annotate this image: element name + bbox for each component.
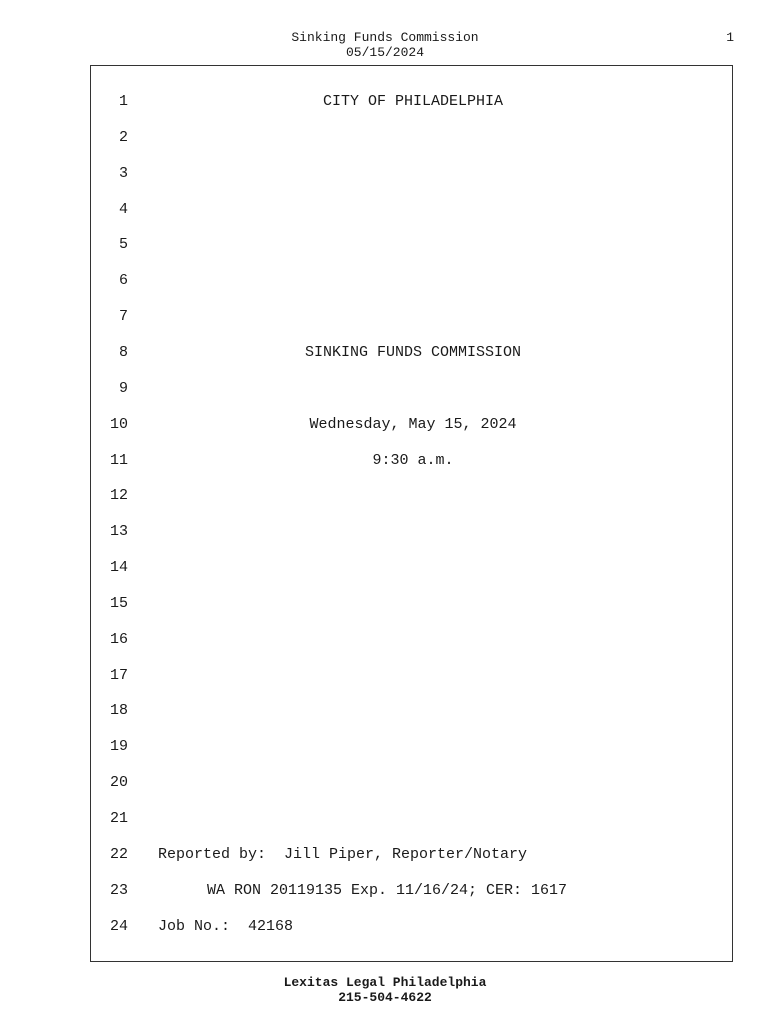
line-number: 19: [109, 738, 128, 756]
line-number: 13: [109, 523, 128, 541]
line-text: CITY OF PHILADELPHIA: [322, 93, 504, 110]
transcript-frame: [90, 65, 733, 962]
page-footer: [0, 975, 770, 1005]
line-number: 1: [118, 93, 128, 110]
line-number: 17: [109, 666, 128, 684]
transcript-line: [91, 737, 734, 757]
footer-phone: 215-504-4622: [338, 990, 432, 1005]
page-header: [0, 30, 770, 60]
line-text: 9:30 a.m.: [372, 451, 454, 469]
transcript-line: [91, 271, 734, 291]
page-number: 1: [726, 30, 734, 45]
header-title: Sinking Funds Commission: [291, 30, 479, 45]
line-number: 23: [109, 881, 128, 899]
line-number: 4: [118, 200, 128, 218]
transcript-line: [91, 343, 734, 363]
header-date: 05/15/2024: [345, 45, 424, 60]
transcript-line: [91, 92, 734, 112]
line-text: SINKING FUNDS COMMISSION: [304, 343, 522, 361]
transcript-line: [91, 451, 734, 471]
line-number: 9: [118, 379, 128, 397]
line-number: 2: [118, 128, 128, 146]
transcript-line: [91, 307, 734, 327]
line-number: 16: [109, 630, 128, 648]
line-number: 22: [109, 845, 128, 863]
line-number: 20: [109, 774, 128, 792]
transcript-line: [91, 917, 734, 937]
transcript-line: [91, 773, 734, 793]
transcript-line: [91, 594, 734, 614]
line-number: 5: [118, 236, 128, 254]
line-number: 3: [118, 164, 128, 182]
line-number: 11: [109, 451, 128, 469]
line-number: 21: [109, 810, 128, 827]
transcript-line: [91, 558, 734, 578]
line-number: 10: [109, 415, 128, 433]
transcript-line: [91, 235, 734, 255]
transcript-line: [91, 666, 734, 686]
transcript-line: [91, 630, 734, 650]
transcript-line: [91, 415, 734, 435]
line-text: Job No.: 42168: [158, 917, 294, 935]
line-number: 6: [118, 272, 128, 290]
transcript-line: [91, 128, 734, 148]
footer-firm: Lexitas Legal Philadelphia: [283, 975, 487, 990]
line-number: 8: [118, 343, 128, 361]
line-text: Wednesday, May 15, 2024: [309, 415, 517, 433]
transcript-line: [91, 200, 734, 220]
transcript-line: [91, 881, 734, 901]
line-number: 7: [118, 308, 128, 326]
line-number: 15: [109, 594, 128, 612]
line-number: 24: [109, 917, 128, 935]
transcript-line: [91, 522, 734, 542]
transcript-line: [91, 809, 734, 829]
transcript-line: [91, 701, 734, 721]
line-text: WA RON 20119135 Exp. 11/16/24; CER: 1617: [207, 881, 568, 899]
transcript-line: [91, 845, 734, 865]
transcript-line: [91, 486, 734, 506]
transcript-line: [91, 164, 734, 184]
line-text: Reported by: Jill Piper, Reporter/Notary: [158, 845, 528, 863]
line-number: 14: [109, 559, 128, 577]
line-number: 18: [109, 702, 128, 720]
line-number: 12: [109, 487, 128, 505]
transcript-line: [91, 379, 734, 399]
